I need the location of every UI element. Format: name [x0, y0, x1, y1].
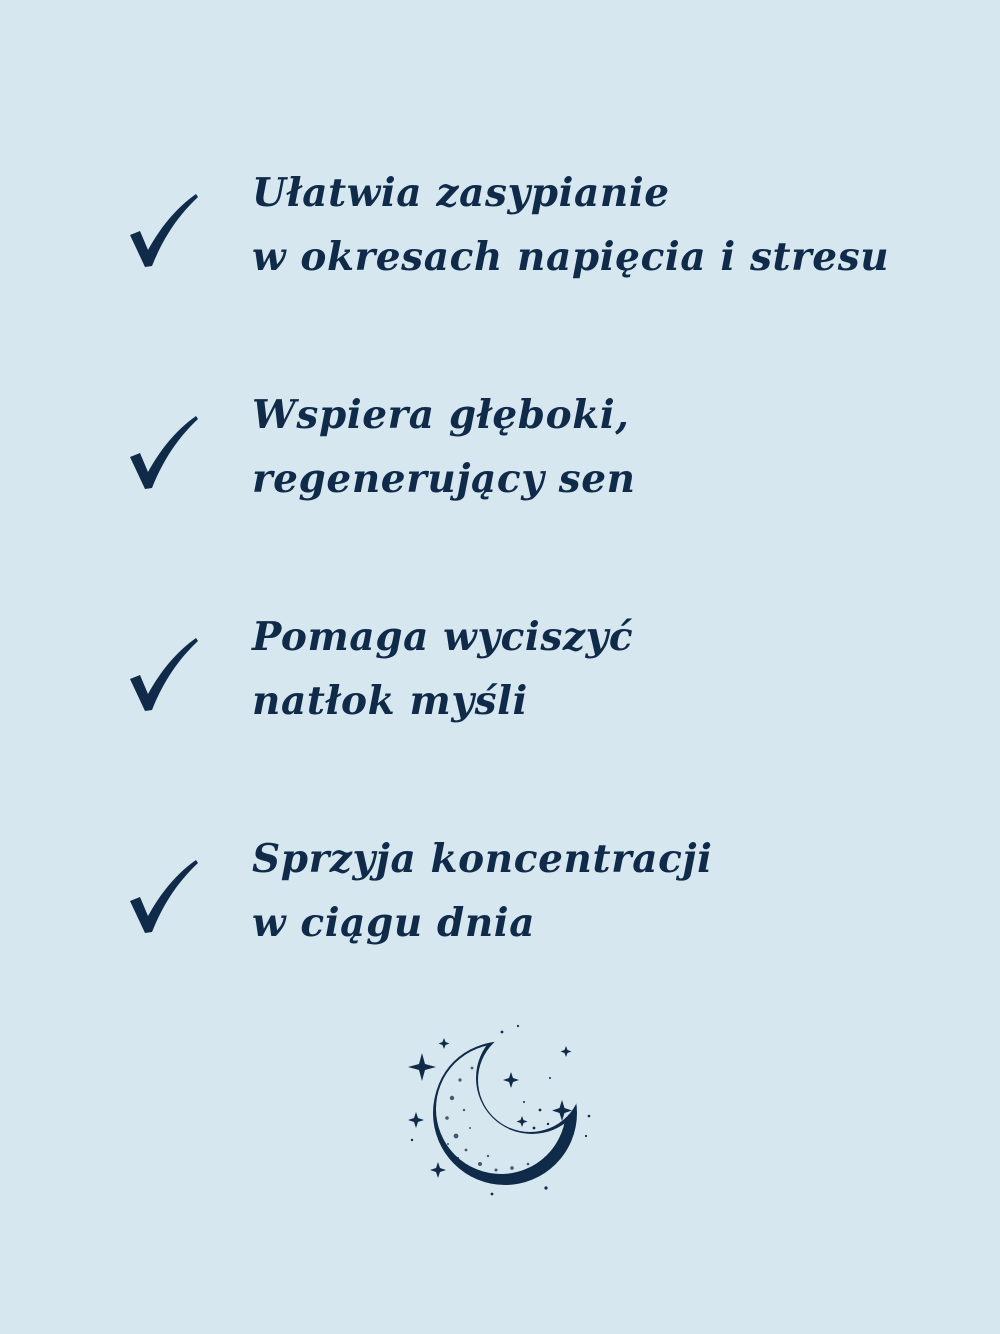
benefit-title: Sprzyja koncentracji — [252, 836, 713, 882]
benefit-subtitle: w ciągu dnia — [252, 900, 536, 946]
check-icon — [126, 854, 202, 934]
benefit-item-3 — [0, 614, 1000, 754]
benefit-title: Wspiera głęboki, — [252, 392, 630, 438]
check-icon — [126, 632, 202, 712]
check-icon — [126, 188, 202, 268]
benefit-item-4 — [0, 836, 1000, 976]
benefit-title: Ułatwia zasypianie — [252, 170, 670, 216]
check-icon — [126, 410, 202, 490]
benefit-item-1 — [0, 170, 1000, 310]
benefit-subtitle: regenerujący sen — [252, 456, 636, 502]
benefit-subtitle: w okresach napięcia i stresu — [252, 234, 890, 280]
benefit-item-2 — [0, 392, 1000, 532]
benefit-title: Pomaga wyciszyć — [252, 614, 634, 660]
benefit-subtitle: natłok myśli — [252, 678, 528, 724]
crescent-moon-stars-icon — [400, 1018, 600, 1208]
